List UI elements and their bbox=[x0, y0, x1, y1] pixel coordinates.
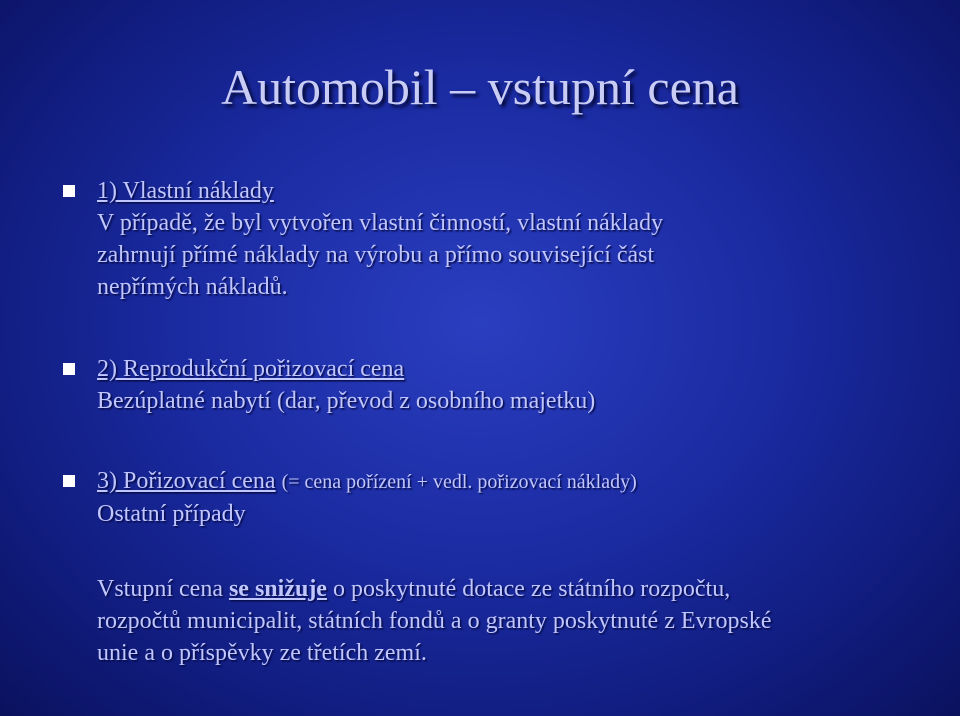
note-paragraph bbox=[97, 573, 937, 669]
note-text-line: rozpočtů municipalit, státních fondů a o granty poskytnuté z Evropské bbox=[97, 608, 772, 634]
item-text-line: Bezúplatné nabytí (dar, převod z osobního majetku) bbox=[97, 388, 596, 414]
bullet-item-1 bbox=[97, 175, 937, 303]
item-text-line: nepřímých nákladů. bbox=[97, 274, 288, 300]
bullet-item-2 bbox=[97, 353, 937, 417]
item-heading: 3) Pořizovací cena bbox=[97, 468, 276, 494]
bullet-square-icon bbox=[63, 475, 75, 487]
item-text-line: Ostatní případy bbox=[97, 501, 246, 527]
note-text-before: Vstupní cena bbox=[97, 576, 229, 602]
note-emphasis: se snižuje bbox=[228, 576, 327, 602]
item-text-line: zahrnují přímé náklady na výrobu a přímo související část bbox=[97, 242, 655, 268]
bullet-item-3 bbox=[97, 465, 937, 530]
slide-title: Automobil – vstupní cena bbox=[221, 59, 739, 115]
note-text-line: unie a o příspěvky ze třetích zemí. bbox=[97, 640, 427, 666]
item-heading-note: (= cena pořízení + vedl. pořizovací náklady) bbox=[281, 471, 637, 493]
bullet-square-icon bbox=[63, 185, 75, 197]
item-text-line: V případě, že byl vytvořen vlastní činností, vlastní náklady bbox=[97, 210, 664, 236]
item-heading: 1) Vlastní náklady bbox=[97, 178, 274, 204]
note-text-after: o poskytnuté dotace ze státního rozpočtu, bbox=[326, 576, 731, 602]
item-heading: 2) Reprodukční pořizovací cena bbox=[97, 356, 405, 382]
bullet-square-icon bbox=[63, 363, 75, 375]
